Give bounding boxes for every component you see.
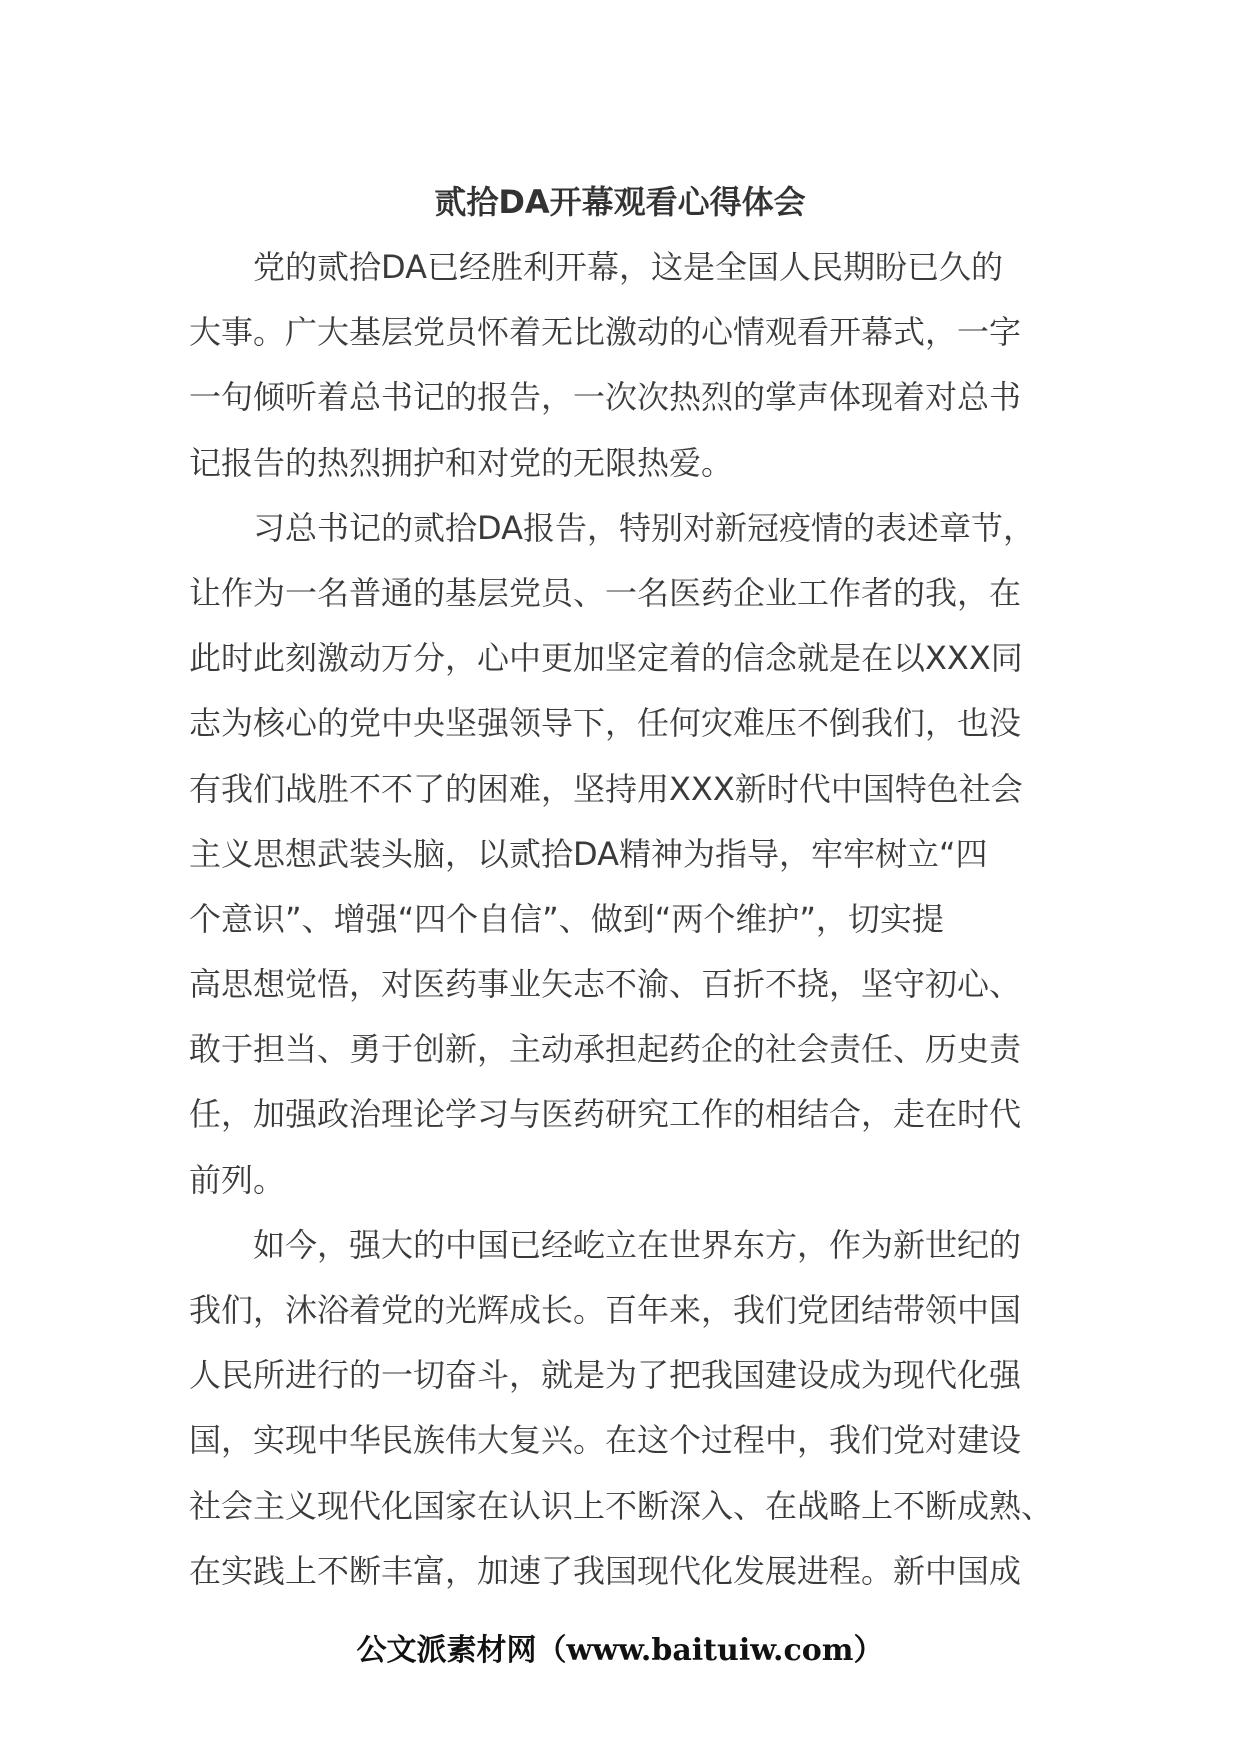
paragraph-line: 任，加强政治理论学习与医药研究工作的相结合，走在时代	[189, 1095, 1022, 1134]
paragraph-line: 记报告的热烈拥护和对党的无限热爱。	[189, 443, 734, 482]
paragraph-2	[189, 496, 1063, 1213]
document-body	[189, 235, 1063, 1604]
paragraph-line: 志为核心的党中央坚强领导下，任何灾难压不倒我们，也没	[189, 704, 1022, 743]
paragraph-line: 此时此刻激动万分，心中更加坚定着的信念就是在以XXX同	[189, 639, 1023, 678]
paragraph-line: 习总书记的贰拾DA报告，特别对新冠疫情的表述章节，	[253, 508, 1035, 547]
paragraph-line: 在实践上不断丰富，加速了我国现代化发展进程。新中国成	[189, 1551, 1022, 1590]
paragraph-line: 敢于担当、勇于创新，主动承担起药企的社会责任、历史责	[189, 1030, 1022, 1069]
paragraph-line: 让作为一名普通的基层党员、一名医药企业工作者的我，在	[189, 573, 1022, 612]
paragraph-line: 主义思想武装头脑，以贰拾DA精神为指导，牢牢树立“四	[189, 834, 988, 873]
paragraph-line: 有我们战胜不不了的困难，坚持用XXX新时代中国特色社会	[189, 769, 1023, 808]
paragraph-line: 党的贰拾DA已经胜利开幕，这是全国人民期盼已久的	[253, 248, 1003, 286]
paragraph-line: 我们，沐浴着党的光辉成长。百年来，我们党团结带领中国	[189, 1291, 1022, 1329]
paragraph-1	[189, 235, 1063, 496]
document-title: 贰拾DA开幕观看心得体会	[434, 183, 806, 221]
paragraph-line: 人民所进行的一切奋斗，就是为了把我国建设成为现代化强	[189, 1356, 1022, 1395]
paragraph-3	[189, 1213, 1063, 1604]
paragraph-line: 前列。	[189, 1160, 286, 1199]
paragraph-line: 高思想觉悟，对医药事业矢志不渝、百折不挠，坚守初心、	[189, 965, 1022, 1004]
paragraph-line: 社会主义现代化国家在认识上不断深入、在战略上不断成熟、	[189, 1486, 1054, 1525]
paragraph-line: 大事。广大基层党员怀着无比激动的心情观看开幕式，一字	[189, 313, 1022, 352]
paragraph-line: 个意识”、增强“四个自信”、做到“两个维护”，切实提	[189, 899, 944, 938]
footer-watermark: 公文派素材网（www.baituiw.com）	[356, 1633, 884, 1668]
paragraph-line: 一句倾听着总书记的报告，一次次热烈的掌声体现着对总书	[189, 378, 1022, 417]
paragraph-line: 国，实现中华民族伟大复兴。在这个过程中，我们党对建设	[189, 1421, 1022, 1460]
paragraph-line: 如今，强大的中国已经屹立在世界东方，作为新世纪的	[253, 1225, 1022, 1264]
